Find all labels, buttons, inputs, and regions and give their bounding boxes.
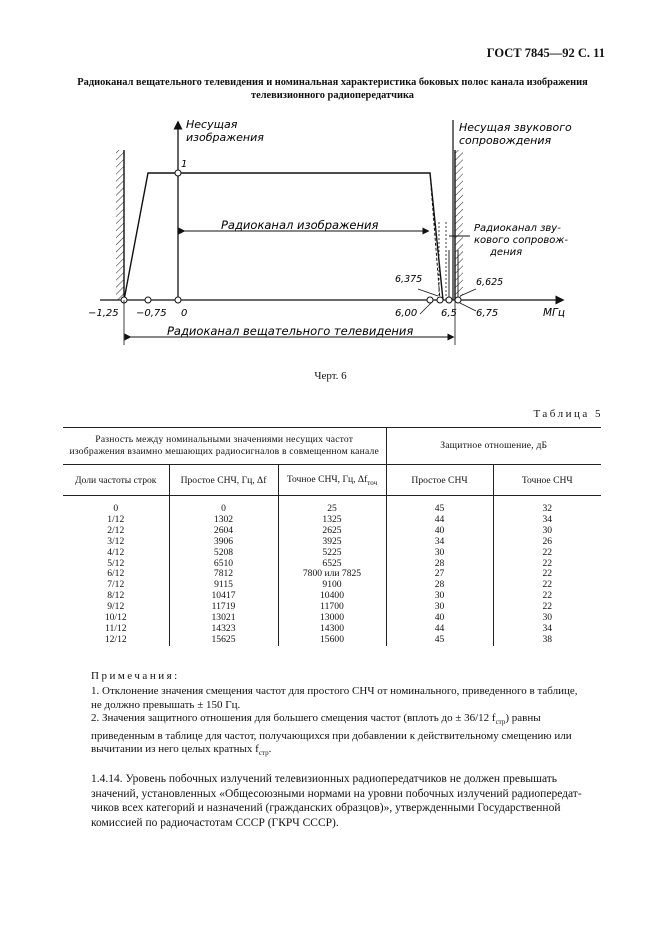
table-cell: 2604 [213, 524, 234, 536]
broadcast-channel-label: Радиоканал вещательного телевидения [167, 324, 414, 338]
vision-carrier-label-1: Несущая [186, 118, 238, 131]
notes-title: Примечания: [91, 670, 180, 682]
col-simple-db-values [386, 496, 493, 646]
table-cell: 13000 [320, 612, 344, 624]
table-cell: 9100 [322, 579, 342, 591]
table-cell: 7/12 [107, 579, 125, 591]
sound-carrier-label-1: Несущая звукового [459, 121, 572, 134]
table-cell: 10417 [211, 590, 236, 602]
table-cell: 22 [542, 546, 553, 558]
tick-6625: 6,625 [476, 277, 504, 288]
table-cell: 1/12 [107, 513, 125, 525]
table-label: Таблица 5 [533, 408, 603, 420]
table-cell: 32 [542, 503, 553, 514]
tick-6-5: 6,5 [441, 308, 457, 319]
table-cell: 45 [434, 503, 445, 514]
table-cell: 15600 [320, 633, 344, 645]
table-cell: 40 [434, 612, 445, 624]
table-cell: 11/12 [105, 622, 127, 634]
col-header-fraction: Доли частоты строк [63, 465, 169, 496]
table-cell: 2625 [322, 524, 342, 536]
table-cell: 5208 [213, 546, 234, 558]
left-channel-edge [116, 150, 124, 300]
sound-channel-label-2: кового сопровож- [474, 235, 568, 246]
table-cell: 30 [434, 590, 445, 602]
vision-carrier-label-2: изображения [186, 131, 264, 144]
table-cell: 1302 [213, 513, 234, 525]
figure-caption: Черт. 6 [314, 370, 347, 382]
table-cell: 3906 [213, 535, 234, 547]
spectrum-figure [0, 0, 661, 370]
group-header-left: Разность между номинальными значениями несущих частот изображения взаимно мешающих радиосигналов в совмещенном канале [63, 428, 386, 465]
col-simple-hz-values [169, 496, 278, 646]
table-cell: 5225 [322, 546, 342, 558]
table-cell: 22 [542, 579, 553, 591]
table-cell: 44 [434, 513, 445, 525]
table-cell: 34 [542, 513, 553, 525]
table-cell: 22 [542, 601, 553, 613]
table-cell: 5/12 [107, 557, 125, 569]
section-1-4-14: 1.4.14. Уровень побочных излучений телевизионных радиопередатчиков не должен превышать значений, установленных «Общесоюзными нормами на уровни побочных излучений радиопередат- чиков всех категорий и назначений (гражданских образцов)», утвержденными Государственной комиссией по радиочастотам СССР (ГКРЧ СССР). [91, 773, 582, 829]
table-cell: 10/12 [104, 612, 127, 624]
table-cell: 9115 [214, 579, 233, 591]
sound-carrier-label-2: сопровождения [459, 134, 552, 147]
figure-title: Радиоканал вещательного телевидения и номинальная характеристика боковых полос канала изображения телевизионного радиопередатчика [77, 77, 588, 101]
table-cell: 44 [434, 622, 445, 634]
table-cell: 30 [542, 524, 553, 536]
col-header-precise-hz: Точное СНЧ, Гц, $\Delta f_{точ}$ [278, 465, 386, 496]
table-cell: 27 [434, 568, 445, 580]
col-precise-db-values [493, 496, 601, 646]
col-fraction-values [63, 496, 169, 646]
note-1: 1. Отклонение значения смещения частот для простого СНЧ от номинального, приведенного в таблице, не должно превышать ± 150 Гц. [91, 685, 578, 711]
table-cell: 11700 [320, 601, 344, 613]
table-cell: 15625 [211, 633, 236, 645]
table-cell: 8/12 [107, 590, 125, 602]
table-cell: 22 [542, 568, 553, 580]
tick-minus-1-25: −1,25 [88, 308, 119, 319]
table-cell: 30 [434, 601, 445, 613]
tick-minus-0-75: −0,75 [136, 308, 167, 319]
table-cell: 0 [113, 503, 119, 514]
table-cell: 7800 или 7825 [302, 568, 362, 580]
table-cell: 6510 [213, 557, 234, 569]
table-cell: 28 [434, 557, 445, 569]
table-cell: 26 [542, 535, 553, 547]
table-cell: 4/12 [107, 546, 125, 558]
table-cell: 12/12 [104, 633, 127, 645]
table-cell: 30 [542, 612, 553, 624]
col-header-simple-hz: Простое СНЧ, Гц, Δf [169, 465, 278, 496]
table-cell: 34 [542, 622, 553, 634]
note-2: 2. Значения защитного отношения для большего смещения частот (вплоть до ± 36/12 $f_{стр}$) равны приведенным в таблице для частот, получающихся при добавлении к действительному смещению или вычитании из него целых кратных $f_{стр}$. [91, 712, 572, 758]
table-cell: 6/12 [107, 568, 125, 580]
table-cell: 3925 [322, 535, 342, 547]
table-cell: 34 [434, 535, 445, 547]
table-cell: 14323 [211, 622, 236, 634]
tick-6-75: 6,75 [476, 308, 499, 319]
col-header-precise-db: Точное СНЧ [493, 465, 601, 496]
table-cell: 11719 [211, 601, 236, 613]
table-cell: 2/12 [107, 524, 125, 536]
level-one-label: 1 [181, 159, 188, 170]
table-cell: 22 [542, 557, 553, 569]
table-cell: 0 [221, 503, 226, 514]
page-header: ГОСТ 7845—92 С. 11 [486, 46, 605, 60]
table-cell: 45 [434, 633, 445, 645]
sound-channel-label-3: дения [490, 247, 523, 258]
tick-6-00: 6,00 [395, 308, 418, 319]
table-cell: 13021 [211, 612, 236, 624]
tick-6375: 6,375 [395, 274, 423, 285]
table-cell: 10400 [320, 590, 344, 602]
table-cell: 38 [542, 633, 553, 645]
col-header-simple-db: Простое СНЧ [386, 465, 493, 496]
table-cell: 30 [434, 546, 445, 558]
unit-label: МГц [543, 307, 566, 319]
table-cell: 14300 [320, 622, 344, 634]
col-precise-hz-values [278, 496, 386, 646]
table-cell: 22 [542, 590, 553, 602]
table-cell: 28 [434, 579, 445, 591]
protection-ratio-table [63, 427, 601, 646]
table-cell: 7812 [213, 568, 234, 580]
sound-channel-label-1: Радиоканал зву- [474, 223, 561, 234]
picture-channel-label: Радиоканал изображения [221, 218, 379, 232]
tick-zero: 0 [181, 308, 188, 319]
right-channel-edge [455, 150, 463, 300]
table-cell: 40 [434, 524, 445, 536]
table-cell: 6525 [322, 557, 342, 569]
table-cell: 1325 [322, 513, 342, 525]
table-cell: 3/12 [107, 535, 125, 547]
table-cell: 9/12 [107, 601, 125, 613]
table-cell: 25 [327, 503, 337, 514]
table-body [63, 496, 601, 646]
group-header-right: Защитное отношение, дБ [386, 428, 601, 465]
